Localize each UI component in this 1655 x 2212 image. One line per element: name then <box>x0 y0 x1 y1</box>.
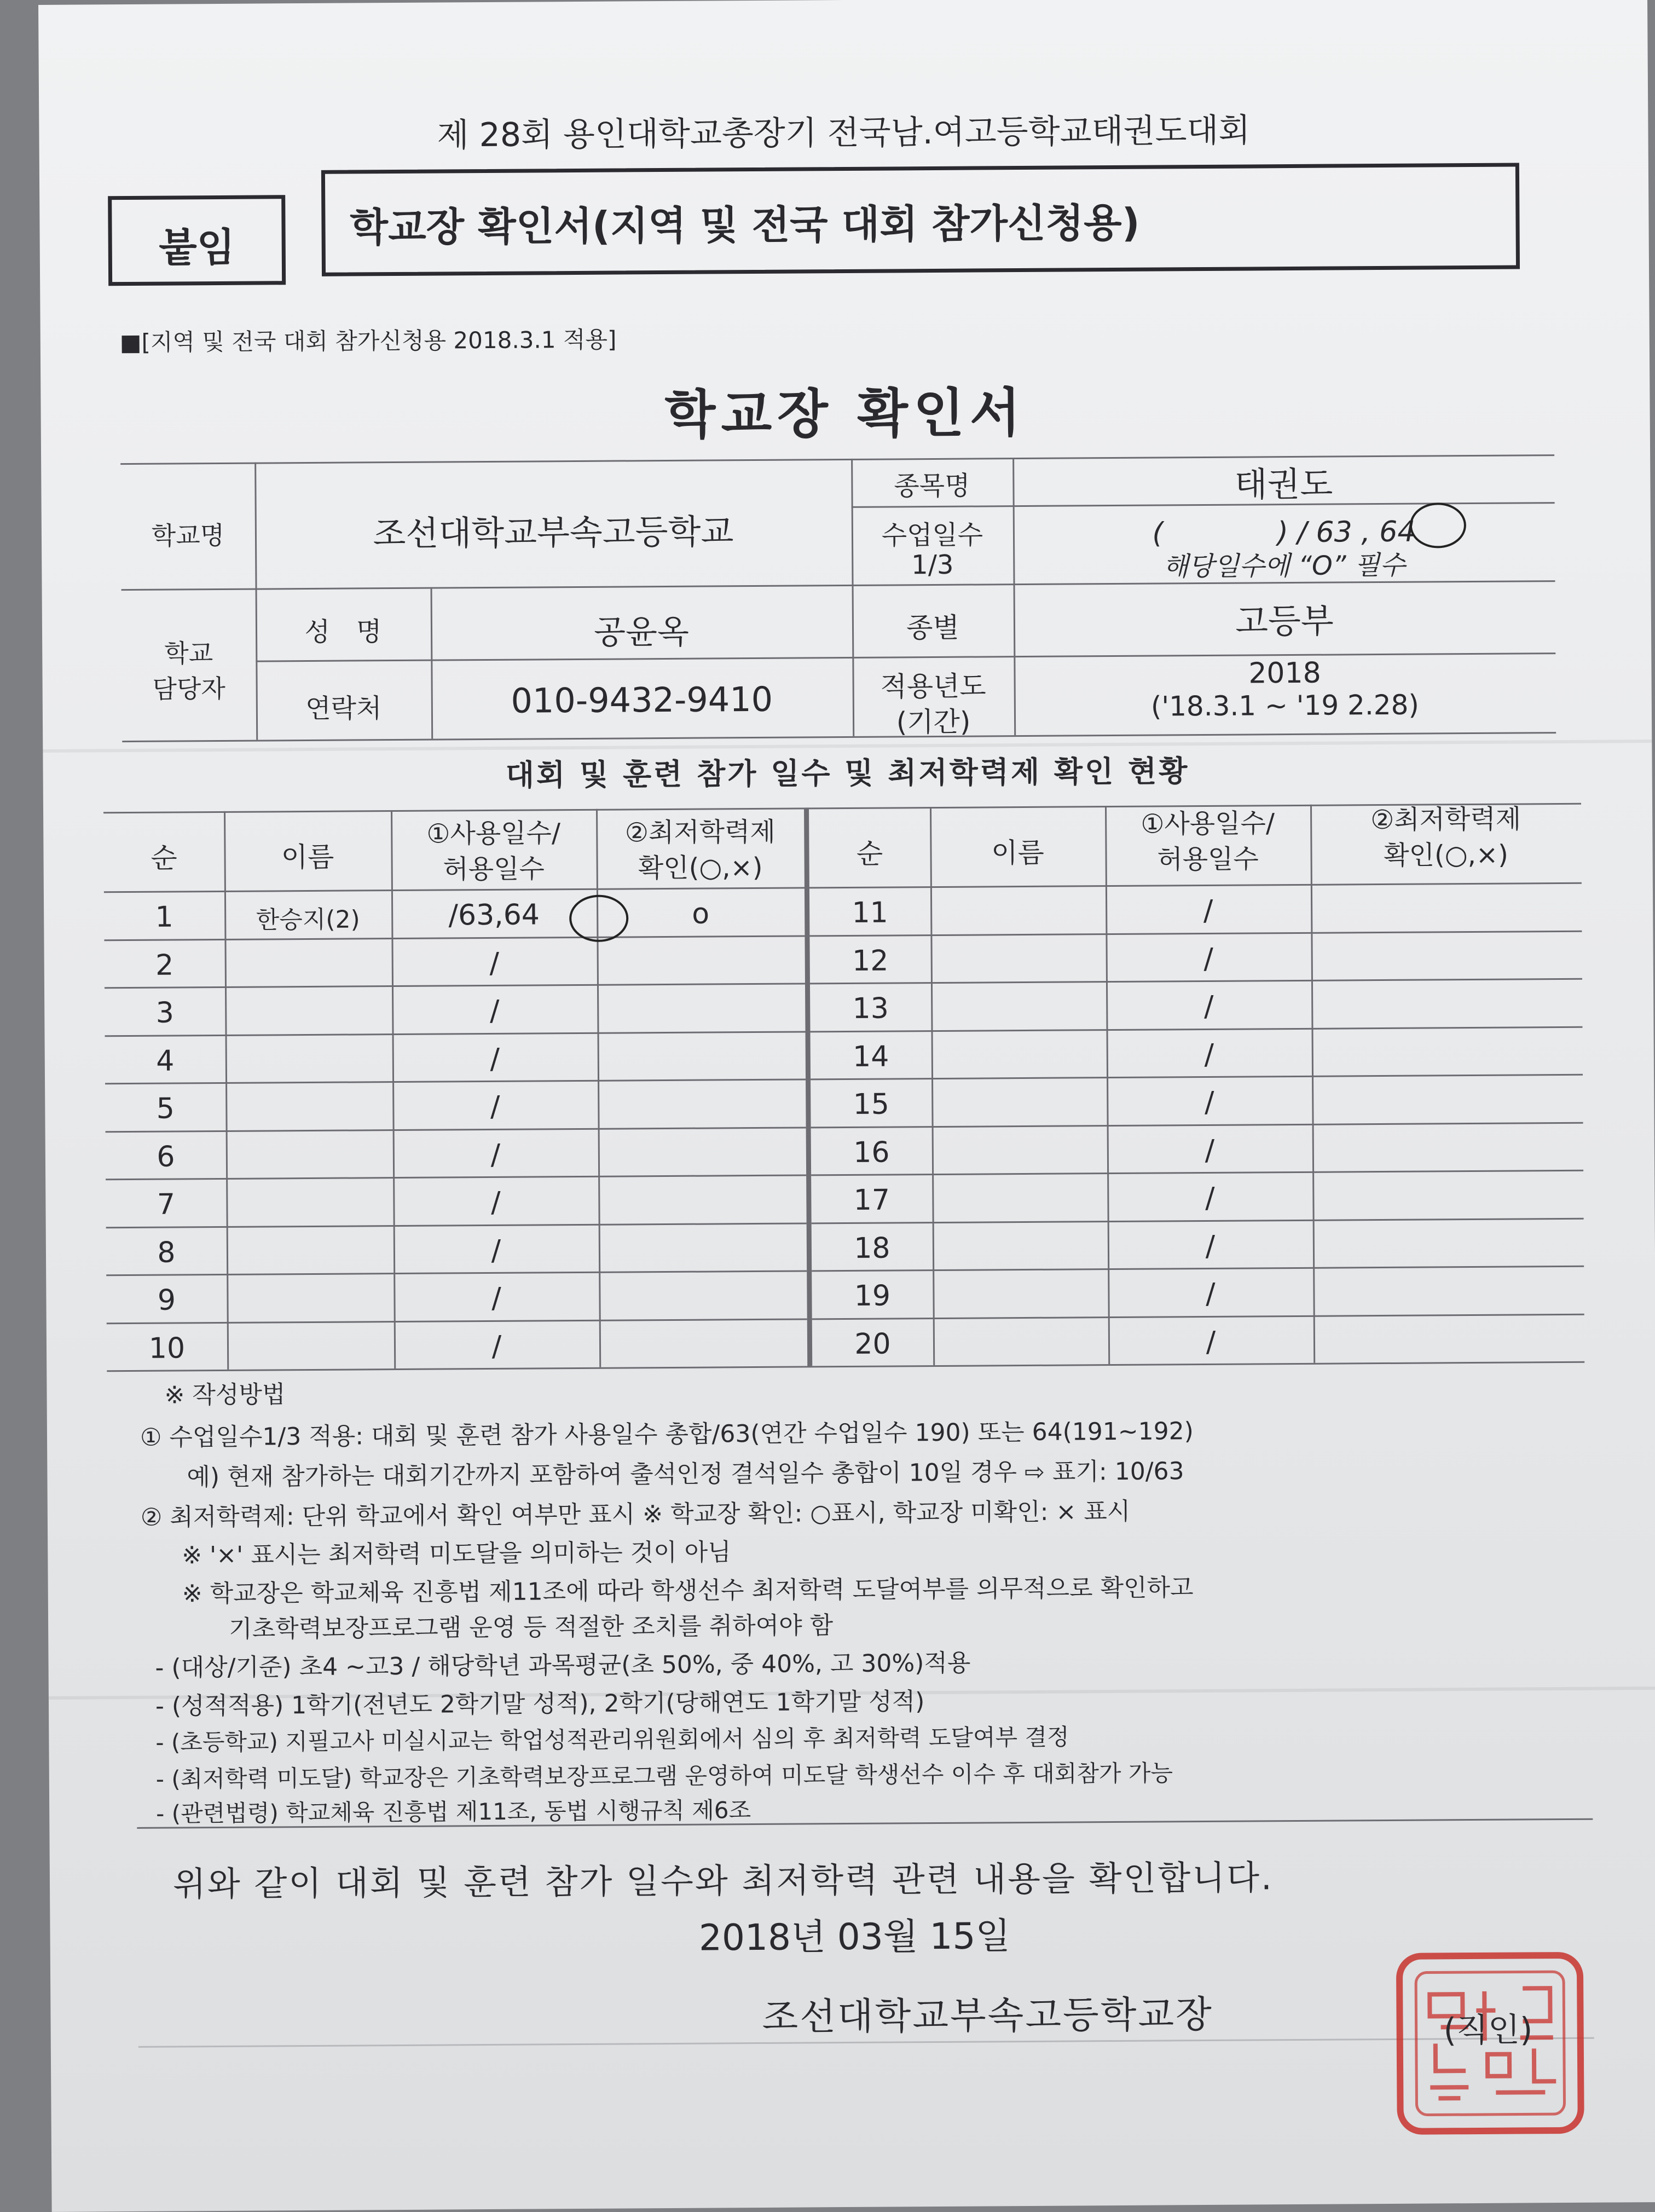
notice-text: ■[지역 및 전국 대회 참가신청용 2018.3.1 적용] <box>119 326 617 356</box>
event-value: 태권도 <box>1234 464 1333 505</box>
row-check-cell <box>597 945 805 946</box>
row-no-cell: 5 <box>156 1092 175 1125</box>
row-name-cell <box>932 1182 1107 1183</box>
row-name-cell <box>933 1231 1108 1232</box>
row-days-cell: / <box>490 1138 501 1171</box>
row-check-cell <box>598 1136 806 1137</box>
row-days-cell: / <box>1203 942 1214 975</box>
row-divider <box>812 1266 1584 1272</box>
header-days-right-2: 허용일수 <box>1157 844 1259 875</box>
row-no-cell: 7 <box>157 1188 176 1221</box>
row-divider <box>812 1313 1584 1320</box>
row-name-cell <box>933 1278 1108 1279</box>
row-no-cell: 16 <box>853 1136 890 1169</box>
row-days-cell: / <box>1205 1229 1216 1263</box>
table-title: 대회 및 훈련 참가 일수 및 최저학력제 확인 현황 <box>505 754 1190 793</box>
year-value: 2018 <box>1248 656 1321 690</box>
row-no-cell: 6 <box>157 1140 175 1174</box>
row-no-cell: 12 <box>852 944 889 978</box>
note-3: ※ '×' 표시는 최저학력 미도달을 의미하는 것이 아님 <box>182 1538 731 1570</box>
row-check-cell <box>1313 1275 1584 1277</box>
year-label-2: (기간) <box>896 706 971 738</box>
main-title: 학교장 확인서 <box>664 382 1026 446</box>
note-4a: ※ 학교장은 학교체육 진흥법 제11조에 따라 학생선수 최저학력 도달여부를 의무적으로 확인하고 <box>182 1574 1194 1608</box>
row-name-cell <box>227 1235 394 1236</box>
header-no: 순 <box>151 842 177 874</box>
row-days-cell: / <box>1203 894 1213 928</box>
issue-date: 2018년 03월 15일 <box>698 1915 1011 1959</box>
row-no-cell: 3 <box>155 996 175 1030</box>
row-divider <box>811 1170 1583 1176</box>
header-days: ①사용일수/ <box>426 818 561 850</box>
row-days-cell: / <box>1205 1181 1215 1215</box>
row-days-cell: / <box>490 1090 500 1123</box>
row-divider <box>107 1318 807 1324</box>
row-no-cell: 19 <box>854 1279 891 1313</box>
row-check-cell <box>598 1088 806 1089</box>
days-label: 수업일수 <box>881 519 983 551</box>
row-name-cell <box>225 948 392 949</box>
row-check-cell <box>1312 1036 1583 1037</box>
row-divider <box>105 983 805 989</box>
row-days-cell: / <box>1206 1277 1216 1310</box>
detail-2: - (성적적용) 1학기(전년도 2학기말 성적), 2학기(당해연도 1학기말 성적) <box>155 1688 925 1720</box>
days-note: 해당일수에 “O” 필수 <box>1162 550 1405 582</box>
row-divider <box>810 978 1582 985</box>
row-name-cell <box>932 1135 1107 1136</box>
row-divider <box>809 930 1582 937</box>
row-name-cell <box>930 895 1106 896</box>
row-check-cell <box>1311 940 1582 942</box>
notes-heading: ※ 작성방법 <box>164 1381 286 1410</box>
form-title-box <box>321 163 1520 276</box>
row-days-cell: / <box>491 1330 502 1363</box>
row-check-cell <box>1313 1323 1584 1325</box>
row-check-cell <box>598 1184 806 1185</box>
row-days-cell: / <box>1203 990 1214 1024</box>
detail-5: - (관련법령) 학교체육 진흥법 제11조, 동법 시행규칙 제6조 <box>156 1797 751 1827</box>
row-check-cell <box>599 1280 807 1281</box>
name-value: 공윤옥 <box>593 613 690 652</box>
row-divider <box>104 935 805 941</box>
note-1b: 예) 현재 참가하는 대회기간까지 포함하여 출석인정 결석일수 총합이 10일 경우 ⇨ 표기: 10/63 <box>187 1457 1184 1492</box>
division-value: 고등부 <box>1235 600 1334 642</box>
header-name: 이름 <box>281 841 334 874</box>
row-no-cell: 2 <box>155 949 174 982</box>
row-check-cell <box>1311 892 1582 894</box>
days-64-circle <box>1410 503 1467 548</box>
row-divider <box>105 1031 806 1037</box>
row-no-cell: 14 <box>853 1040 889 1073</box>
header-days-right: ①사용일수/ <box>1141 808 1275 840</box>
header-name-right: 이름 <box>991 836 1044 869</box>
row-no-cell: 13 <box>852 992 889 1025</box>
confirm-text: 위와 같이 대회 및 훈련 참가 일수와 최저학력 관련 내용을 확인합니다. <box>172 1857 1274 1904</box>
attachment-box <box>108 195 286 286</box>
row-days-cell: / <box>489 946 500 980</box>
row-divider <box>106 1127 806 1133</box>
row-divider <box>812 1217 1584 1224</box>
row-no-cell: 4 <box>156 1044 175 1078</box>
header-min-right-2: 확인(○,×) <box>1384 839 1509 871</box>
row-days-cell: / <box>1204 1038 1214 1071</box>
contact-label: 학교 <box>164 638 213 668</box>
row-no-cell: 20 <box>854 1327 891 1361</box>
row-days-cell: / <box>489 994 500 1027</box>
row-days-cell: / <box>491 1234 501 1267</box>
row-divider <box>811 1074 1583 1081</box>
form-title: 학교장 확인서(지역 및 전국 대회 참가신청용) <box>350 199 1140 251</box>
row-days-cell: / <box>1205 1134 1215 1167</box>
row-check-cell <box>1312 1084 1583 1085</box>
row-check-cell <box>599 1328 807 1329</box>
days-label-fraction: 1/3 <box>911 549 954 581</box>
row-days-cell: /63,64 <box>448 898 540 932</box>
row-no-cell: 15 <box>853 1088 890 1121</box>
row-no-cell: 8 <box>157 1235 176 1269</box>
school-value: 조선대학교부속고등학교 <box>373 511 734 554</box>
event-title: 제 28회 용인대학교총장기 전국남.여고등학교태권도대회 <box>437 111 1251 155</box>
header-min-right: ②최저학력제 <box>1370 804 1521 836</box>
row-name-cell <box>227 1283 394 1284</box>
row-no-cell: 1 <box>155 900 173 934</box>
row-name-cell <box>225 1043 392 1044</box>
row-days-cell: / <box>491 1281 501 1315</box>
row-name-cell: 한승지(2) <box>256 905 360 934</box>
row-check-cell <box>599 1232 807 1233</box>
row-name-cell <box>931 1087 1107 1088</box>
row-name-cell <box>226 1187 393 1188</box>
note-2: ② 최저학력제: 단위 학교에서 확인 여부만 표시 ※ 학교장 확인: ○표시, 학교장 미확인: × 표시 <box>140 1497 1131 1532</box>
note-1a: ① 수업일수1/3 적용: 대회 및 훈련 참가 사용일수 총합/63(연간 수업일수 190) 또는 64(191~192) <box>140 1417 1194 1452</box>
row-divider <box>811 1026 1583 1032</box>
row-name-cell <box>931 991 1106 992</box>
row-check-cell <box>598 1041 806 1042</box>
division-label: 종별 <box>906 611 959 644</box>
row-name-cell <box>931 1039 1107 1040</box>
detail-4: - (최저학력 미도달) 학교장은 기초학력보장프로그램 운영하여 미도달 학생선수 이수 후 대회참가 가능 <box>155 1759 1173 1793</box>
note-4b: 기초학력보장프로그램 운영 등 적절한 조치를 취하여야 함 <box>229 1612 834 1643</box>
row-divider <box>811 1122 1583 1128</box>
phone-value: 010-9432-9410 <box>511 679 773 721</box>
document-page <box>38 0 1655 2212</box>
detail-1: - (대상/기준) 초4 ~고3 / 해당학년 과목평균(초 50%, 중 40%, 고 30%)적용 <box>155 1649 971 1682</box>
seal-label: (직인) <box>1443 2011 1533 2050</box>
row-no-cell: 18 <box>854 1232 890 1265</box>
row-no-cell: 11 <box>852 896 888 929</box>
phone-label: 연락처 <box>305 693 382 725</box>
year-label: 적용년도 <box>880 670 986 703</box>
row-check-cell <box>1312 1131 1583 1133</box>
detail-3: - (초등학교) 지필고사 미실시교는 학업성적관리위원회에서 심의 후 최저학력 도달여부 결정 <box>155 1723 1069 1756</box>
row-name-cell <box>931 943 1106 944</box>
row-no-cell: 17 <box>853 1183 890 1217</box>
header-min: ②최저학력제 <box>624 816 776 848</box>
row-divider <box>106 1174 806 1180</box>
event-label: 종목명 <box>894 470 970 502</box>
name-label: 성 명 <box>304 616 382 648</box>
row-check-cell <box>1312 1180 1583 1181</box>
row-check-cell <box>1311 988 1582 990</box>
row-no-cell: 9 <box>157 1284 176 1317</box>
row-name-cell <box>227 1331 394 1332</box>
row-check-cell: o <box>692 897 710 931</box>
attachment-label: 붙임 <box>158 224 235 271</box>
row-divider <box>106 1270 807 1276</box>
days-value: ( ) / 63 , 64 <box>1152 515 1416 550</box>
header-days-2: 허용일수 <box>443 853 545 885</box>
year-period: ('18.3.1 ~ '19 2.28) <box>1150 689 1420 723</box>
row-days-cell: / <box>490 1042 500 1076</box>
row-no-cell: 10 <box>148 1331 186 1365</box>
row-check-cell <box>597 992 805 994</box>
row-name-cell <box>225 1091 392 1092</box>
row-days-cell: / <box>490 1186 501 1219</box>
contact-label-2: 담당자 <box>152 673 225 704</box>
row-days-cell: / <box>1204 1085 1214 1119</box>
header-min-2: 확인(○,×) <box>638 852 763 884</box>
row-name-cell <box>933 1326 1108 1327</box>
row-divider <box>105 1078 806 1084</box>
school-label: 학교명 <box>151 520 225 551</box>
row-name-cell <box>226 1139 393 1140</box>
row-name-cell <box>225 995 392 996</box>
days-64-circle-row1 <box>569 894 629 942</box>
principal-name: 조선대학교부속고등학교장 <box>762 1992 1214 2039</box>
header-no-right: 순 <box>856 838 883 870</box>
row-check-cell <box>1313 1227 1584 1229</box>
row-days-cell: / <box>1206 1325 1216 1359</box>
row-divider <box>106 1222 807 1228</box>
